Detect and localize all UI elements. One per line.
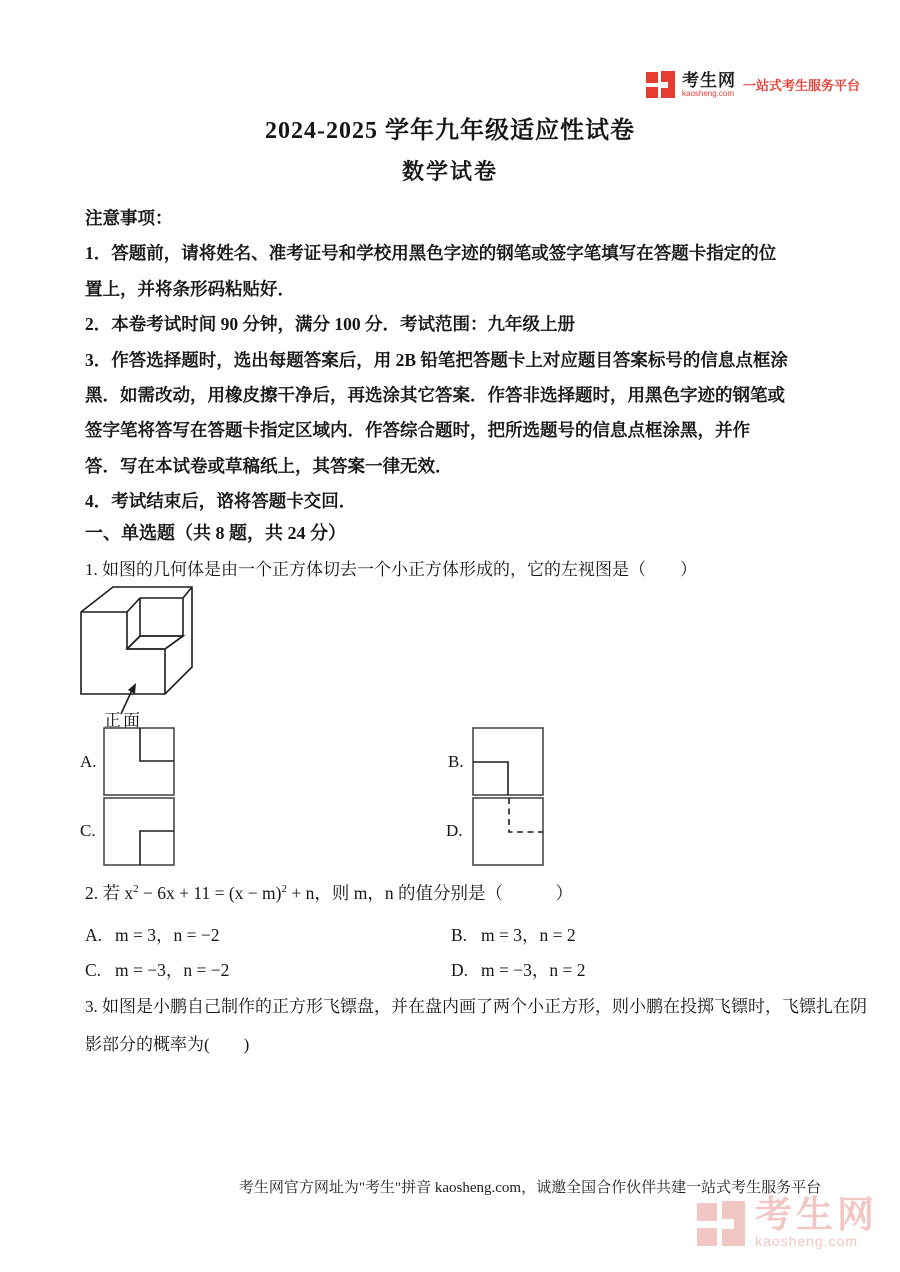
q1-option-b-label: B.	[448, 752, 464, 771]
watermark-logo	[697, 1194, 878, 1249]
notice-line: 4．考试结束后，谘将答题卡交回．	[85, 491, 357, 512]
notice-line: 签字笔将答写在答题卡指定区域内．作答综合题时，把所选题号的信息点框涂黑，并作	[85, 420, 750, 441]
notice-line: 置上，并将条形码粘贴好．	[85, 278, 295, 299]
doc-subtitle: 数学试卷	[401, 159, 498, 184]
q2-option-b-value: m = 3，n = 2	[481, 925, 576, 945]
q2-option-a-value: m = 3，n = −2	[115, 925, 220, 945]
brand-tagline: 一站式考生服务平台	[743, 78, 861, 93]
q2-exponent: 2	[133, 883, 139, 896]
watermark-text-block	[755, 1194, 878, 1249]
front-arrow-head	[128, 683, 136, 694]
question-2-text	[85, 880, 573, 905]
front-face-label: 正面	[104, 711, 142, 730]
q2-option-c-value: m = −3，n = −2	[115, 960, 230, 980]
q2-option-a-label: A.	[85, 925, 103, 945]
notice-heading: 注意事项：	[85, 208, 173, 228]
q2-option-c	[85, 957, 229, 982]
q2-eq-part: + n，则 m，n 的值分别是（ ）	[286, 883, 573, 903]
q1-option-a-label: A.	[80, 752, 97, 771]
q1-option-a-figure	[103, 727, 175, 796]
watermark-logo-icon	[697, 1201, 745, 1246]
brand-name: 考生网	[682, 70, 736, 90]
q1-option-c-label: C.	[80, 821, 96, 840]
notice-line: 2．本卷考试时间 90 分钟，满分 100 分．考试范围：九年级上册	[85, 314, 575, 335]
notice-line: 答．写在本试卷或草稿纸上，其答案一律无效．	[85, 455, 453, 476]
brand-domain: kaosheng.com	[682, 88, 735, 98]
q2-option-a	[85, 922, 219, 947]
cube-figure-svg	[77, 584, 217, 734]
q2-option-b	[451, 922, 576, 947]
q1-option-d-figure	[472, 797, 544, 866]
notice-line: 1．答题前，请将姓名、准考证号和学校用黑色字迹的钢笔或签字笔填写在答题卡指定的位	[85, 243, 777, 264]
cube-figure	[77, 584, 217, 734]
q1-option-b-figure	[472, 727, 544, 796]
question-3-text-line2: 影部分的概率为( )	[85, 1035, 250, 1054]
kaosheng-logo-icon	[646, 71, 675, 98]
q1-option-d-label: D.	[446, 821, 463, 840]
q2-option-d-value: m = −3，n = 2	[481, 960, 586, 980]
footer-text: 考生网官方网址为"考生"拼音 kaosheng.com，诚邀全国合作伙伴共建一站式考生服务平台	[238, 1180, 822, 1196]
question-3-text-line1: 3. 如图是小鹏自己制作的正方形飞镖盘，并在盘内画了两个小正方形，则小鹏在投掷飞镖时，飞镖扎在阴	[85, 997, 867, 1016]
watermark-domain: kaosheng.com	[755, 1233, 859, 1249]
header-logo	[646, 71, 860, 98]
notice-line: 3．作答选择题时，选出每题答案后，用 2B 铅笔把答题卡上对应题目答案标号的信息点框涂	[85, 349, 788, 370]
notice-line: 黑．如需改动，用橡皮擦干净后，再选涂其它答案．作答非选择题时，用黑色字迹的钢笔或	[85, 384, 785, 405]
q2-option-d-label: D.	[451, 960, 469, 980]
question-1-text: 1. 如图的几何体是由一个正方体切去一个小正方体形成的，它的左视图是（ ）	[85, 560, 697, 579]
q2-exponent: 2	[281, 883, 287, 896]
watermark-brand: 考生网	[755, 1194, 878, 1235]
section-heading: 一、单选题（共 8 题，共 24 分）	[85, 523, 346, 543]
q2-eq-part: − 6x + 11 = (x − m)	[138, 883, 282, 903]
q2-option-d	[451, 957, 585, 982]
q2-option-c-label: C.	[85, 960, 102, 980]
doc-title: 2024-2025 学年九年级适应性试卷	[265, 118, 635, 144]
notice-block	[85, 201, 827, 520]
q2-option-b-label: B.	[451, 925, 468, 945]
q2-eq-part: 2. 若 x	[85, 883, 134, 903]
q1-option-c-figure	[103, 797, 175, 866]
brand-text-block	[682, 72, 736, 98]
cube-inner-edges	[81, 587, 192, 694]
